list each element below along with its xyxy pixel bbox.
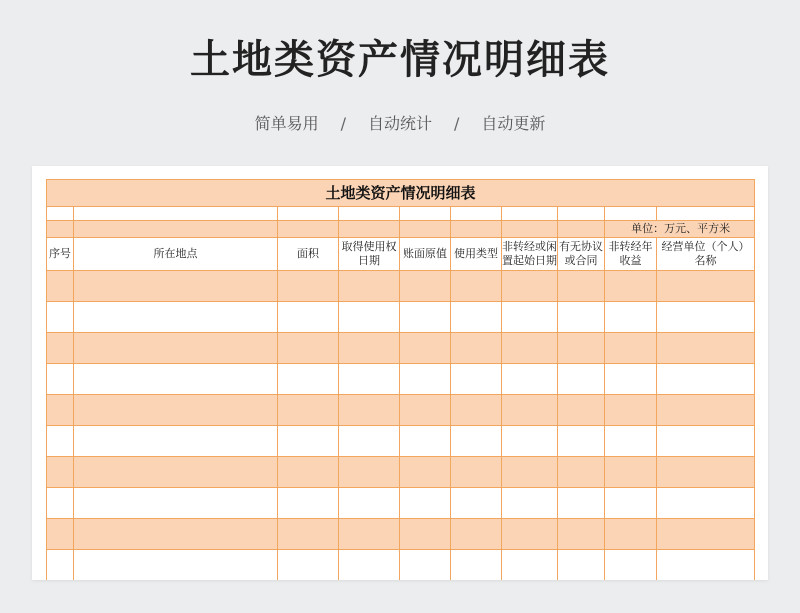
col-header-idle-start-date: 非转经或闲置起始日期 <box>502 238 558 271</box>
table-cell[interactable] <box>451 519 502 550</box>
table-cell[interactable] <box>400 207 451 221</box>
table-cell[interactable] <box>339 395 400 426</box>
table-cell[interactable] <box>47 488 74 519</box>
table-cell[interactable] <box>278 488 339 519</box>
table-cell[interactable] <box>451 488 502 519</box>
col-header-operator: 经营单位（个人）名称 <box>657 238 755 271</box>
table-cell[interactable] <box>47 364 74 395</box>
table-cell[interactable] <box>605 395 657 426</box>
land-asset-table <box>46 179 755 580</box>
table-cell[interactable] <box>451 333 502 364</box>
table-cell[interactable] <box>278 333 339 364</box>
table-cell[interactable] <box>47 333 74 364</box>
table-row <box>47 364 755 395</box>
table-cell[interactable] <box>605 457 657 488</box>
table-cell[interactable] <box>502 457 558 488</box>
blank-row <box>47 207 755 221</box>
table-cell[interactable] <box>558 333 605 364</box>
unit-row <box>47 221 755 238</box>
table-cell[interactable] <box>400 457 451 488</box>
table-cell[interactable] <box>278 364 339 395</box>
data-rows <box>47 271 755 581</box>
feature-tags <box>0 112 800 136</box>
table-cell[interactable] <box>451 207 502 221</box>
table-cell[interactable] <box>47 221 74 238</box>
spreadsheet-preview <box>32 166 768 580</box>
table-cell[interactable] <box>47 207 74 221</box>
table-cell[interactable] <box>451 457 502 488</box>
table-cell[interactable] <box>451 426 502 457</box>
table-row <box>47 302 755 333</box>
table-cell[interactable] <box>400 221 451 238</box>
table-cell[interactable] <box>451 221 502 238</box>
table-cell[interactable] <box>558 550 605 581</box>
table-cell[interactable] <box>278 519 339 550</box>
table-cell[interactable] <box>605 488 657 519</box>
table-cell[interactable] <box>339 364 400 395</box>
table-cell[interactable] <box>278 426 339 457</box>
table-cell[interactable] <box>400 426 451 457</box>
table-cell[interactable] <box>278 207 339 221</box>
table-cell[interactable] <box>74 457 278 488</box>
table-cell[interactable] <box>339 426 400 457</box>
table-cell[interactable] <box>502 302 558 333</box>
table-cell[interactable] <box>339 550 400 581</box>
table-cell[interactable] <box>657 333 755 364</box>
table-cell[interactable] <box>657 395 755 426</box>
header-row <box>47 238 755 271</box>
table-cell[interactable] <box>605 333 657 364</box>
table-cell[interactable] <box>74 271 278 302</box>
table-row <box>47 271 755 302</box>
table-cell[interactable] <box>657 488 755 519</box>
col-header-location: 所在地点 <box>74 238 278 271</box>
table-cell[interactable] <box>74 333 278 364</box>
table-cell[interactable] <box>502 426 558 457</box>
table-cell[interactable] <box>74 207 278 221</box>
table-cell[interactable] <box>558 221 605 238</box>
table-cell[interactable] <box>605 207 657 221</box>
table-cell[interactable] <box>657 457 755 488</box>
table-cell[interactable] <box>278 550 339 581</box>
table-cell[interactable] <box>339 457 400 488</box>
table-cell[interactable] <box>74 364 278 395</box>
table-cell[interactable] <box>558 207 605 221</box>
unit-label: 单位：万元、平方米 <box>605 221 755 238</box>
table-cell[interactable] <box>339 519 400 550</box>
table-cell[interactable] <box>605 550 657 581</box>
table-cell[interactable] <box>74 519 278 550</box>
tag-separator: / <box>454 114 460 133</box>
table-cell[interactable] <box>278 457 339 488</box>
table-row <box>47 550 755 581</box>
table-cell[interactable] <box>558 457 605 488</box>
table-cell[interactable] <box>657 364 755 395</box>
table-cell[interactable] <box>400 302 451 333</box>
table-cell[interactable] <box>339 221 400 238</box>
col-header-agreement: 有无协议或合同 <box>558 238 605 271</box>
table-cell[interactable] <box>558 519 605 550</box>
table-cell[interactable] <box>339 488 400 519</box>
table-cell[interactable] <box>400 488 451 519</box>
table-title: 土地类资产情况明细表 <box>47 180 755 207</box>
table-cell[interactable] <box>400 395 451 426</box>
table-cell[interactable] <box>605 519 657 550</box>
table-cell[interactable] <box>400 364 451 395</box>
table-cell[interactable] <box>451 271 502 302</box>
table-cell[interactable] <box>451 550 502 581</box>
table-cell[interactable] <box>657 426 755 457</box>
tag-auto-update: 自动更新 <box>481 114 546 133</box>
table-cell[interactable] <box>502 395 558 426</box>
table-cell[interactable] <box>74 550 278 581</box>
table-cell[interactable] <box>657 550 755 581</box>
table-cell[interactable] <box>451 364 502 395</box>
tag-auto-stats: 自动统计 <box>367 114 432 133</box>
table-row <box>47 333 755 364</box>
table-cell[interactable] <box>502 550 558 581</box>
table-cell[interactable] <box>502 207 558 221</box>
table-cell[interactable] <box>47 550 74 581</box>
table-cell[interactable] <box>47 426 74 457</box>
table-row <box>47 395 755 426</box>
table-cell[interactable] <box>558 364 605 395</box>
table-cell[interactable] <box>605 271 657 302</box>
table-cell[interactable] <box>605 302 657 333</box>
table-cell[interactable] <box>558 302 605 333</box>
table-cell[interactable] <box>339 333 400 364</box>
table-cell[interactable] <box>339 302 400 333</box>
table-cell[interactable] <box>502 488 558 519</box>
table-cell[interactable] <box>278 221 339 238</box>
table-row <box>47 488 755 519</box>
table-cell[interactable] <box>278 395 339 426</box>
table-cell[interactable] <box>605 364 657 395</box>
table-cell[interactable] <box>278 271 339 302</box>
col-header-usage-type: 使用类型 <box>451 238 502 271</box>
table-cell[interactable] <box>605 426 657 457</box>
table-cell[interactable] <box>74 426 278 457</box>
table-cell[interactable] <box>558 426 605 457</box>
table-cell[interactable] <box>558 488 605 519</box>
table-row <box>47 519 755 550</box>
table-cell[interactable] <box>451 395 502 426</box>
table-cell[interactable] <box>47 457 74 488</box>
col-header-acquire-date: 取得使用权日期 <box>339 238 400 271</box>
table-cell[interactable] <box>451 302 502 333</box>
table-cell[interactable] <box>47 395 74 426</box>
table-cell[interactable] <box>74 302 278 333</box>
table-cell[interactable] <box>278 302 339 333</box>
table-cell[interactable] <box>74 221 278 238</box>
table-cell[interactable] <box>502 364 558 395</box>
page-title: 土地类资产情况明细表 <box>190 37 610 83</box>
table-cell[interactable] <box>502 519 558 550</box>
table-cell[interactable] <box>339 271 400 302</box>
table-cell[interactable] <box>47 519 74 550</box>
table-cell[interactable] <box>657 271 755 302</box>
table-cell[interactable] <box>502 221 558 238</box>
table-cell[interactable] <box>47 271 74 302</box>
table-cell[interactable] <box>502 271 558 302</box>
table-cell[interactable] <box>400 550 451 581</box>
table-cell[interactable] <box>339 207 400 221</box>
table-cell[interactable] <box>657 519 755 550</box>
table-cell[interactable] <box>558 271 605 302</box>
table-cell[interactable] <box>400 271 451 302</box>
table-cell[interactable] <box>47 302 74 333</box>
col-header-book-value: 账面原值 <box>400 238 451 271</box>
table-cell[interactable] <box>657 207 755 221</box>
table-cell[interactable] <box>74 488 278 519</box>
tag-separator: / <box>340 114 346 133</box>
table-cell[interactable] <box>502 333 558 364</box>
table-row <box>47 426 755 457</box>
table-cell[interactable] <box>558 395 605 426</box>
col-header-area: 面积 <box>278 238 339 271</box>
tag-easy: 简单易用 <box>254 114 319 133</box>
table-row <box>47 457 755 488</box>
table-cell[interactable] <box>74 395 278 426</box>
col-header-index: 序号 <box>47 238 74 271</box>
table-cell[interactable] <box>400 333 451 364</box>
col-header-annual-income: 非转经年收益 <box>605 238 657 271</box>
table-cell[interactable] <box>657 302 755 333</box>
table-cell[interactable] <box>400 519 451 550</box>
